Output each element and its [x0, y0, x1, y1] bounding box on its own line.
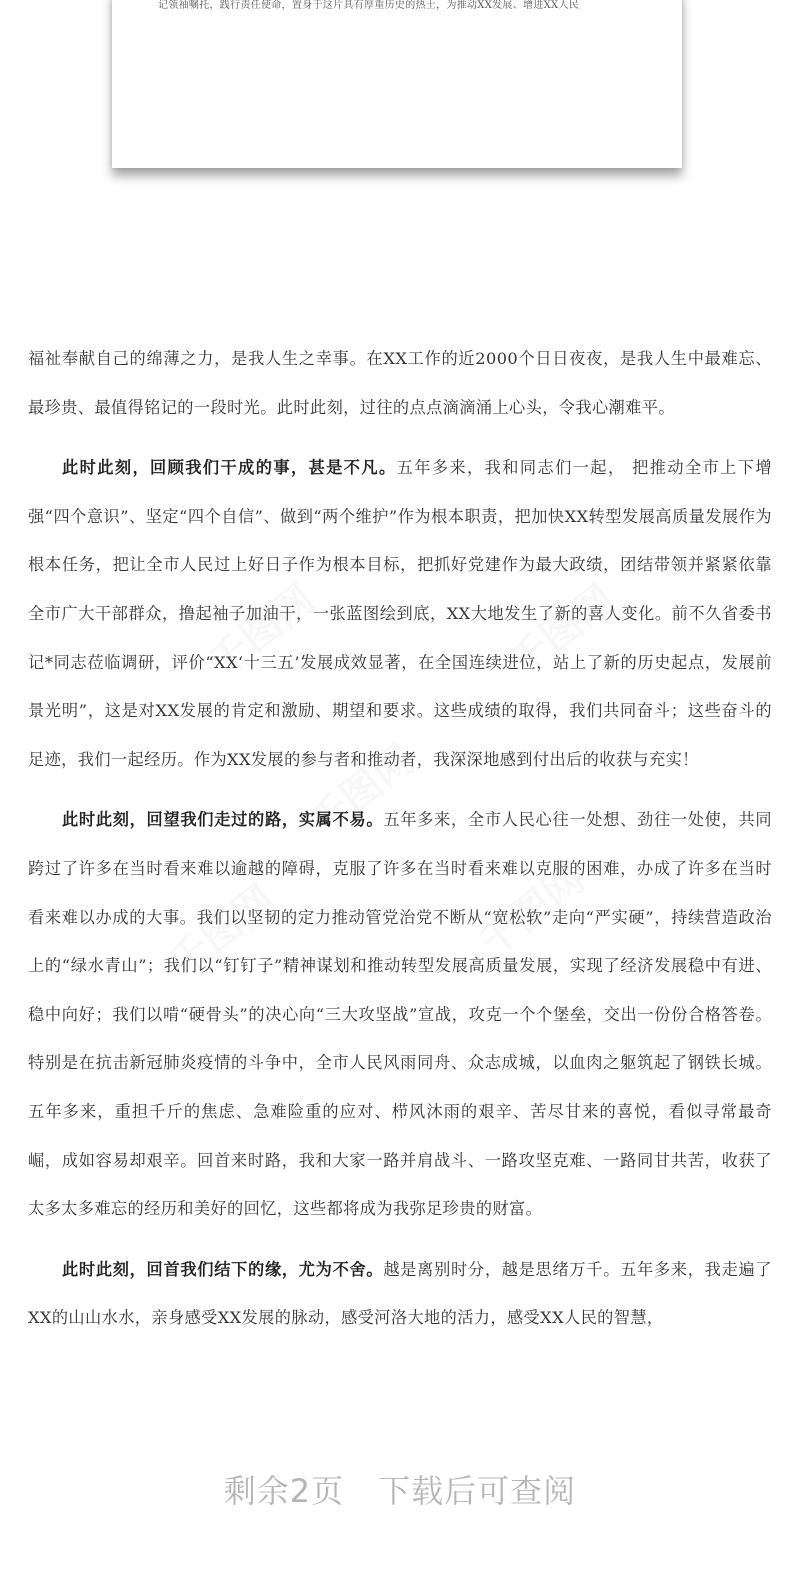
preview-page-text: 记领袖嘱托，践行责任使命，置身于这片具有厚重历史的热土，为推动XX发展、增进XX人民 [158, 0, 580, 11]
remaining-pages-text: 剩余2页 [223, 1472, 345, 1510]
paragraph-text: 越是离别时分，越是思绪万千。五年多来，我走遍了XX的山山水水，亲身感受XX发展的脉动，感受河洛大地的活力，感受XX人民的智慧， [28, 1259, 772, 1328]
previous-page-preview [112, 0, 682, 168]
paragraph-lead: 此时此刻，回首我们结下的缘，尤为不舍。 [62, 1259, 384, 1279]
watermark: 千图网 [200, 576, 324, 687]
watermark: 千图网 [500, 576, 624, 687]
watermark: 千图网 [300, 736, 424, 847]
document-body [28, 335, 772, 1355]
watermark: 千图网 [470, 856, 594, 967]
paragraph-lead: 此时此刻，回顾我们干成的事，甚是不凡。 [62, 458, 397, 478]
paragraph-2 [28, 444, 772, 784]
paragraph-3 [28, 796, 772, 1233]
paragraph-text: 福祉奉献自己的绵薄之力，是我人生之幸事。在XX工作的近2000个日日夜夜，是我人生中最难忘、最珍贵、最值得铭记的一段时光。此时此刻，过往的点点滴滴涌上心头，令我心潮难平。 [28, 349, 772, 417]
paragraph-4 [28, 1246, 772, 1343]
paragraph-1 [28, 335, 772, 432]
paragraph-text: 五年多来，我和同志们一起， 把推动全市上下增强“四个意识”、坚定“四个自信”、做到“两个维护”作为根本职责，把加快XX转型发展高质量发展作为根本任务，把让全市人民过上好日子作为根本目标，把抓好党建作为最大政绩，团结带领并紧紧依靠全市广大干部群众，撸起袖子加油干，一张蓝图绘到底，XX大地发生了新的喜人变化。前不久省委书记*同志莅临调研，评价“XX‘十三五’发展成效显著，在全国连续进位，站上了新的历史起点，发展前景光明”，这是对XX发展的肯定和激励、期望和要求。这些成绩的取得，我们共同奋斗；这些奋斗的足迹，我们一起经历。作为XX发展的参与者和推动者，我深深地感到付出后的收获与充实！ [28, 458, 772, 769]
watermark: 千图网 [160, 876, 284, 987]
download-to-read-more[interactable] [0, 1465, 800, 1517]
download-prompt-text: 下载后可查阅 [378, 1472, 577, 1510]
paragraph-text: 五年多来，全市人民心往一处想、劲往一处使，共同跨过了许多在当时看来难以逾越的障碍，克服了许多在当时看来难以克服的困难，办成了许多在当时看来难以办成的大事。我们以坚韧的定力推动管党治党不断从“宽松软”走向“严实硬”，持续营造政治上的“绿水青山”；我们以“钉钉子”精神谋划和推动转型发展高质量发展，实现了经济发展稳中有进、稳中向好；我们以啃“硬骨头”的决心向“三大攻坚战”宣战，攻克一个个堡垒，交出一份份合格答卷。特别是在抗击新冠肺炎疫情的斗争中，全市人民风雨同舟、众志成城，以血肉之躯筑起了钢铁长城。五年多来，重担千斤的焦虑、急难险重的应对、栉风沐雨的艰辛、苦尽甘来的喜悦，看似寻常最奇崛，成如容易却艰辛。回首来时路，我和大家一路并肩战斗、一路攻坚克难、一路同甘共苦，收获了太多太多难忘的经历和美好的回忆，这些都将成为我弥足珍贵的财富。 [28, 810, 772, 1219]
paragraph-lead: 此时此刻，回望我们走过的路，实属不易。 [62, 810, 384, 830]
